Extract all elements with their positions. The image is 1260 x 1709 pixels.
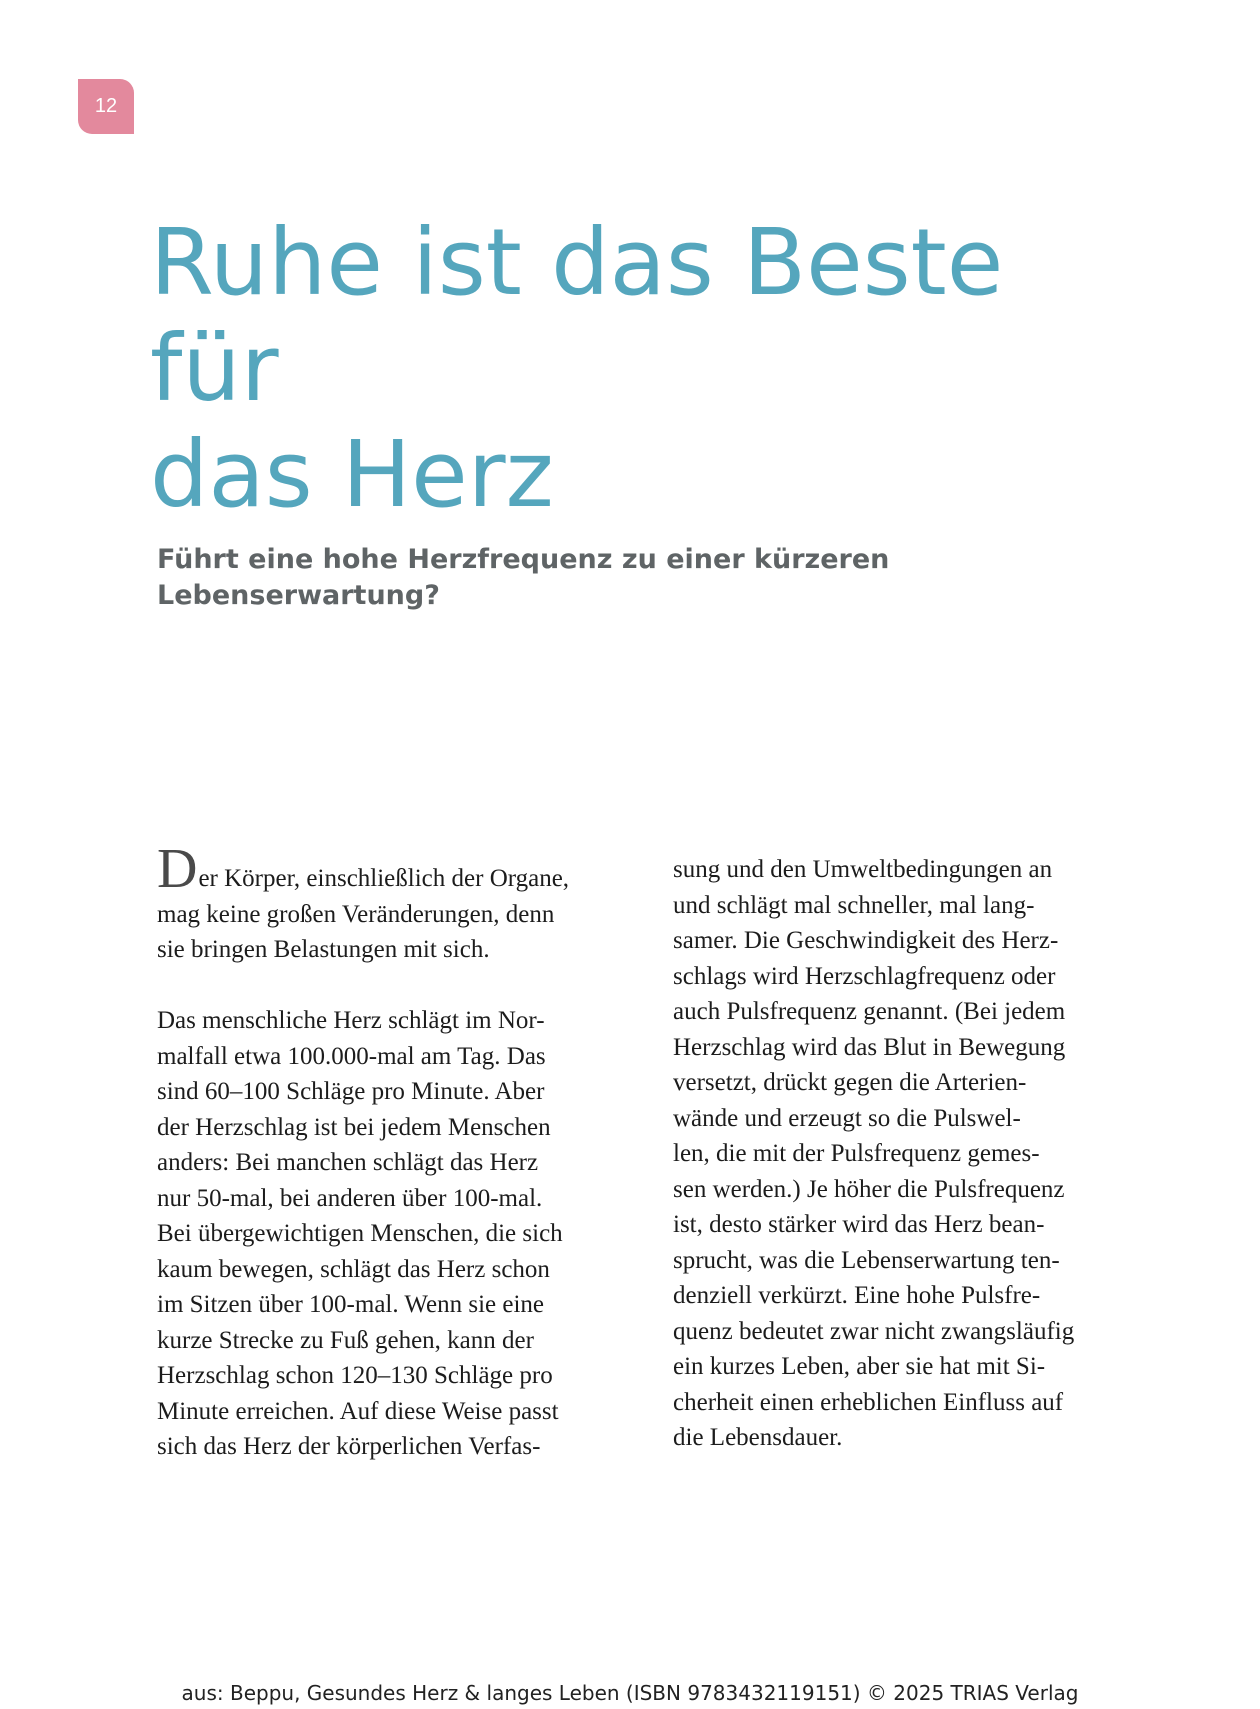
body-paragraph: sung und den Umweltbedingungen an und schlägt mal schneller, mal lang- samer. Die Geschwindigkeit des Herz- schlags wird Herzschlagfrequenz oder auch Pulsfrequenz genannt. (Bei jedem Herzschlag wird das Blut in Bewegung versetzt, drückt gegen die Arterien- wände und erzeugt so die Pulswel- len, die mit der Pulsfrequenz gemes- sen werden.) Je höher die Pulsfrequenz ist, desto stärker wird das Herz bean- sprucht, was die Lebenserwartung ten- denziell verkürzt. Eine hohe Pulsfre- quenz bedeutet zwar nicht zwangsläufig ein kurzes Leben, aber sie hat mit Si- cherheit einen erheblichen Einfluss auf die Lebensdauer. xyxy=(673,856,1075,1451)
source-footer: aus: Beppu, Gesundes Herz & langes Leben (ISBN 9783432119151) © 2025 TRIAS Verlag xyxy=(181,1681,1079,1705)
chapter-title: Ruhe ist das Beste für das Herz xyxy=(150,209,1004,528)
page-number-badge xyxy=(78,79,134,134)
paragraph-text: er Körper, einschließlich der Organe, mag keine großen Veränderungen, denn sie bringen Belastungen mit sich. xyxy=(157,865,570,963)
chapter-subtitle: Führt eine hohe Herzfrequenz zu einer kürzeren Lebenserwartung? xyxy=(157,544,890,611)
drop-cap: D xyxy=(157,838,198,900)
body-paragraph: Das menschliche Herz schlägt im Nor- malfall etwa 100.000-mal am Tag. Das sind 60–100 Schläge pro Minute. Aber der Herzschlag ist bei jedem Menschen anders: Bei manchen schlägt das Herz nur 50-mal, bei anderen über 100-mal. Bei übergewichtigen Menschen, die sich kaum bewegen, schlägt das Herz schon im Sitzen über 100-mal. Wenn sie eine kurze Strecke zu Fuß gehen, kann der Herzschlag schon 120–130 Schläge pro Minute erreichen. Auf diese Weise passt sich das Herz der körperlichen Verfas- xyxy=(157,1007,563,1460)
body-column-right xyxy=(673,852,1153,1456)
body-paragraph xyxy=(157,838,627,968)
page-number: 12 xyxy=(94,95,118,117)
body-column-left xyxy=(157,838,627,1465)
